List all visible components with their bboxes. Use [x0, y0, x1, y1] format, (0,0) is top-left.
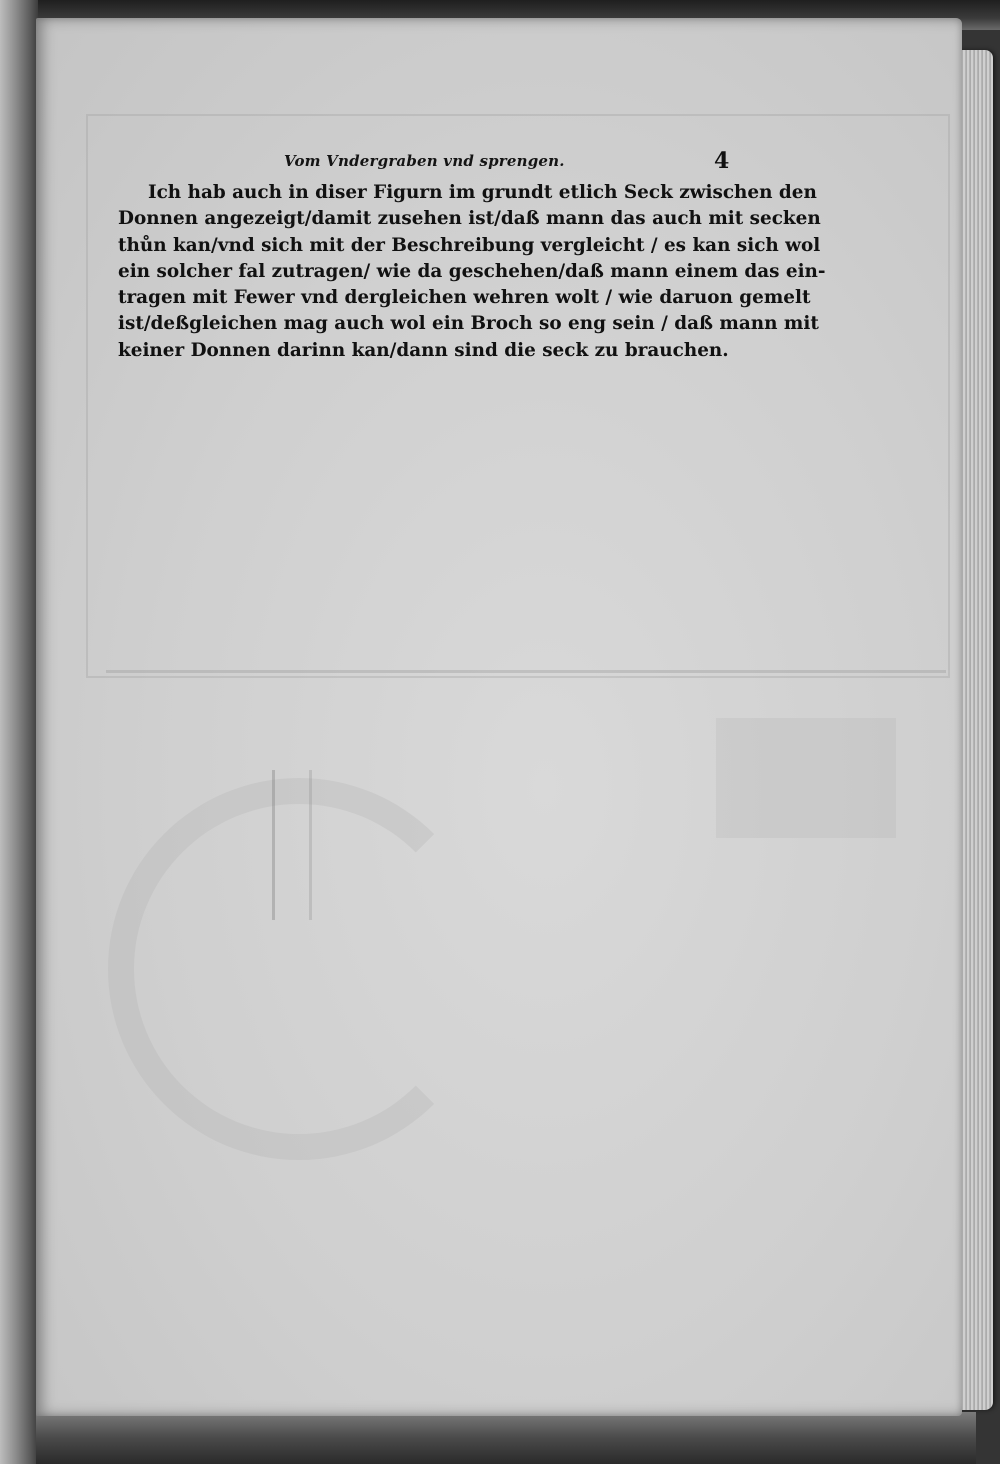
binding-gutter: [0, 0, 38, 1464]
paragraph-line: thůn kan/vnd sich mit der Beschreibung vergleicht / es kan sich wol: [118, 234, 821, 256]
bottom-page-edge: [36, 1412, 976, 1464]
paragraph-line: keiner Donnen darinn kan/dann sind die seck zu brauchen.: [118, 339, 729, 361]
paragraph-line: Donnen angezeigt/damit zusehen ist/daß mann das auch mit secken: [118, 208, 821, 230]
show-through-building: [716, 718, 896, 838]
paragraph-line: ein solcher fal zutragen/ wie da geschehen/daß mann einem das ein-: [118, 260, 826, 282]
paragraph-line: Ich hab auch in diser Figurn im grundt etlich Seck zwischen den: [148, 182, 817, 203]
show-through-post: [272, 770, 312, 920]
page-signature: 4: [714, 148, 730, 174]
paragraph-line: ist/deßgleichen mag auch wol ein Broch so eng sein / daß mann mit: [118, 313, 819, 335]
main-paragraph: [118, 180, 826, 364]
paragraph-line: tragen mit Fewer vnd dergleichen wehren wolt / wie daruon gemelt: [118, 287, 811, 309]
running-head: Vom Vndergraben vnd sprengen.: [284, 152, 565, 170]
show-through-rule: [106, 670, 946, 673]
show-through-arch: [108, 778, 490, 1160]
